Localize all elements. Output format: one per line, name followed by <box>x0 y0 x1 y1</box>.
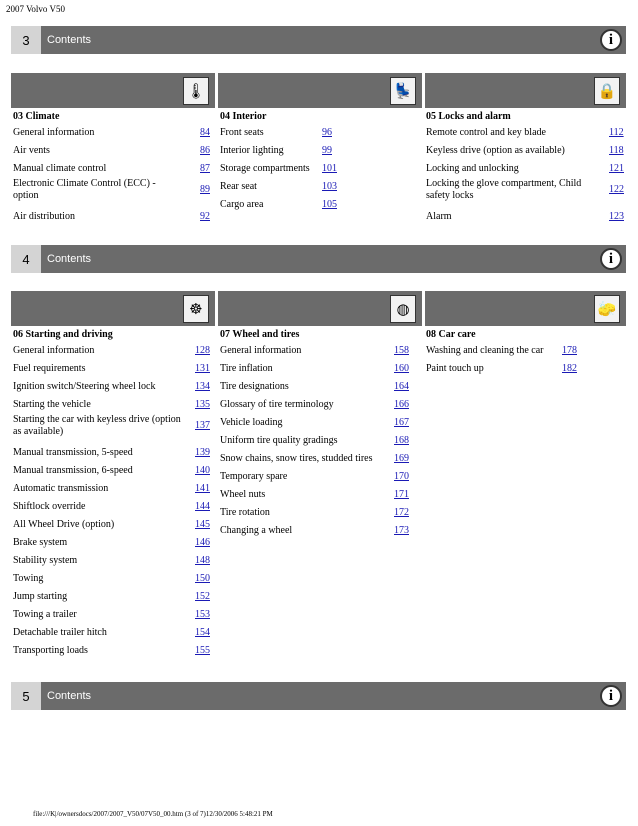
page-link[interactable]: 153 <box>195 609 210 620</box>
list-item: Starting the vehicle 135 <box>13 396 215 414</box>
list-item: All Wheel Drive (option) 145 <box>13 516 215 534</box>
section-climate <box>13 109 215 226</box>
list-item: Manual transmission, 6-speed 140 <box>13 462 215 480</box>
info-icon[interactable]: i <box>600 248 622 270</box>
page-link[interactable]: 178 <box>562 345 577 356</box>
section-title: 08 Car care <box>426 329 476 340</box>
page-link[interactable]: 140 <box>195 465 210 476</box>
list-item: General information 128 <box>13 342 215 360</box>
list-item: Alarm 123 <box>426 208 626 226</box>
bar-title: Contents <box>47 690 92 702</box>
page-link[interactable]: 137 <box>195 420 210 431</box>
list-item: Glossary of tire terminology 166 <box>220 396 422 414</box>
list-item: Brake system 146 <box>13 534 215 552</box>
section-wheels <box>220 327 422 540</box>
list-item: Remote control and key blade 112 <box>426 124 626 142</box>
page-link[interactable]: 164 <box>394 381 409 392</box>
bar-title: Contents <box>47 34 92 46</box>
list-item: Rear seat 103 <box>220 178 420 196</box>
page-number: 4 <box>11 245 41 273</box>
list-item: Tire inflation 160 <box>220 360 422 378</box>
section-title: 07 Wheel and tires <box>220 329 300 340</box>
section-locks <box>426 109 626 226</box>
list-item: Electronic Climate Control (ECC) - option 89 <box>13 178 210 201</box>
list-item: Washing and cleaning the car 178 <box>426 342 626 360</box>
page-link[interactable]: 134 <box>195 381 210 392</box>
page-link[interactable]: 139 <box>195 447 210 458</box>
list-item: Tire rotation 172 <box>220 504 422 522</box>
page-link[interactable]: 150 <box>195 573 210 584</box>
section-starting <box>13 327 215 660</box>
page-number: 3 <box>11 26 41 54</box>
section-title: 04 Interior <box>220 111 267 122</box>
page-link[interactable]: 154 <box>195 627 210 638</box>
page-link[interactable]: 122 <box>609 184 624 195</box>
list-item: Interior lighting 99 <box>220 142 420 160</box>
interior-header <box>218 73 422 108</box>
list-item: Locking and unlocking 121 <box>426 160 626 178</box>
carcare-header <box>425 291 626 326</box>
page-link[interactable]: 182 <box>562 363 577 374</box>
list-item: Air distribution 92 <box>13 208 215 226</box>
page-link[interactable]: 121 <box>609 163 624 174</box>
page-link[interactable]: 131 <box>195 363 210 374</box>
page-link[interactable]: 152 <box>195 591 210 602</box>
list-item: Transporting loads 155 <box>13 642 215 660</box>
page-number: 5 <box>11 682 41 710</box>
list-item: Changing a wheel 173 <box>220 522 422 540</box>
list-item: Wheel nuts 171 <box>220 486 422 504</box>
page-link[interactable]: 167 <box>394 417 409 428</box>
list-item: Towing a trailer 153 <box>13 606 215 624</box>
list-item: Ignition switch/Steering wheel lock 134 <box>13 378 215 396</box>
list-item: Front seats 96 <box>220 124 420 142</box>
list-item: Cargo area 105 <box>220 196 420 214</box>
page-link[interactable]: 170 <box>394 471 409 482</box>
page-link[interactable]: 146 <box>195 537 210 548</box>
page-link[interactable]: 103 <box>322 181 337 192</box>
list-item: Uniform tire quality gradings 168 <box>220 432 422 450</box>
thermometer-icon: 🌡 <box>183 77 209 105</box>
info-icon[interactable]: i <box>600 685 622 707</box>
locks-header <box>425 73 626 108</box>
steering-wheel-icon: ☸ <box>183 295 209 323</box>
starting-header <box>11 291 215 326</box>
tire-icon: ◍ <box>390 295 416 323</box>
list-item: Keyless drive (option as available) 118 <box>426 142 626 160</box>
page-link[interactable]: 148 <box>195 555 210 566</box>
footer-path: file:///K|/ownersdocs/2007/2007_V50/07V50_00.htm (3 of 7)12/30/2006 5:48:21 PM <box>33 810 273 818</box>
list-item: Vehicle loading 167 <box>220 414 422 432</box>
list-item: Tire designations 164 <box>220 378 422 396</box>
section-bar-3 <box>11 26 626 54</box>
page-link[interactable]: 101 <box>322 163 337 174</box>
list-item: Towing 150 <box>13 570 215 588</box>
wheels-header <box>218 291 422 326</box>
page-link[interactable]: 105 <box>322 199 337 210</box>
section-interior <box>220 109 420 214</box>
page-link[interactable]: 168 <box>394 435 409 446</box>
page-link[interactable]: 169 <box>394 453 409 464</box>
page-link[interactable]: 86 <box>200 145 210 156</box>
page-link[interactable]: 87 <box>200 163 210 174</box>
page-link[interactable]: 158 <box>394 345 409 356</box>
info-icon[interactable]: i <box>600 29 622 51</box>
bar-title: Contents <box>47 253 92 265</box>
list-item: Paint touch up 182 <box>426 360 626 378</box>
page-link[interactable]: 99 <box>322 145 332 156</box>
section-title: 05 Locks and alarm <box>426 111 511 122</box>
lock-icon: 🔒 <box>594 77 620 105</box>
list-item: Temporary spare 170 <box>220 468 422 486</box>
list-item: General information 84 <box>13 124 215 142</box>
list-item: Snow chains, snow tires, studded tires 169 <box>220 450 422 468</box>
page-link[interactable]: 123 <box>609 211 624 222</box>
car-wash-icon: 🧽 <box>594 295 620 323</box>
list-item: Starting the car with keyless drive (option as available) 137 <box>13 414 210 437</box>
page-link[interactable]: 118 <box>609 145 624 156</box>
list-item: Manual climate control 87 <box>13 160 215 178</box>
list-item: Jump starting 152 <box>13 588 215 606</box>
page-link[interactable]: 173 <box>394 525 409 536</box>
page-link[interactable]: 160 <box>394 363 409 374</box>
page-link[interactable]: 166 <box>394 399 409 410</box>
list-item: Detachable trailer hitch 154 <box>13 624 215 642</box>
page-link[interactable]: 172 <box>394 507 409 518</box>
section-car-care <box>426 327 626 378</box>
page-link[interactable]: 135 <box>195 399 210 410</box>
list-item: Stability system 148 <box>13 552 215 570</box>
section-bar-5 <box>11 682 626 710</box>
document-title: 2007 Volvo V50 <box>6 4 66 14</box>
list-item: Air vents 86 <box>13 142 215 160</box>
page-link[interactable]: 145 <box>195 519 210 530</box>
section-title: 06 Starting and driving <box>13 329 113 340</box>
list-item: General information 158 <box>220 342 422 360</box>
seat-icon: 💺 <box>390 77 416 105</box>
page-link[interactable]: 144 <box>195 501 210 512</box>
page-link[interactable]: 112 <box>609 127 624 138</box>
list-item: Shiftlock override 144 <box>13 498 215 516</box>
page-link[interactable]: 141 <box>195 483 210 494</box>
section-title: 03 Climate <box>13 111 60 122</box>
page-link[interactable]: 155 <box>195 645 210 656</box>
list-item: Storage compartments 101 <box>220 160 420 178</box>
page-link[interactable]: 96 <box>322 127 332 138</box>
climate-header <box>11 73 215 108</box>
page-link[interactable]: 92 <box>200 211 210 222</box>
list-item: Locking the glove compartment, Child safety locks 122 <box>426 178 624 201</box>
page-link[interactable]: 171 <box>394 489 409 500</box>
page-link[interactable]: 84 <box>200 127 210 138</box>
list-item: Automatic transmission 141 <box>13 480 215 498</box>
page-link[interactable]: 89 <box>200 184 210 195</box>
list-item: Manual transmission, 5-speed 139 <box>13 444 215 462</box>
list-item: Fuel requirements 131 <box>13 360 215 378</box>
page-link[interactable]: 128 <box>195 345 210 356</box>
section-bar-4 <box>11 245 626 273</box>
